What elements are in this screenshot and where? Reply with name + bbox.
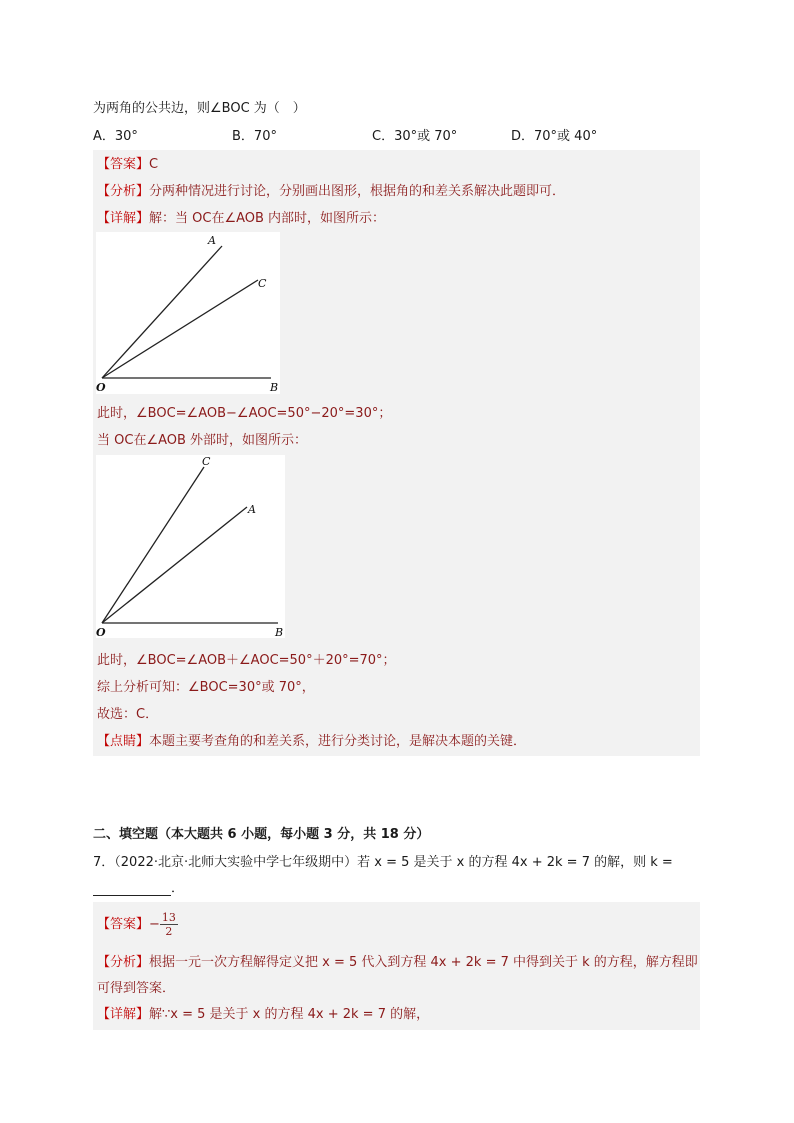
question-7 [93, 851, 673, 870]
fraction-denominator: 2 [165, 925, 173, 938]
answer-blank[interactable] [93, 882, 171, 896]
comment-text: 本题主要考查角的和差关系，进行分类讨论，是解决本题的关键． [149, 734, 527, 749]
label-a: A [248, 503, 256, 516]
label-c: C [202, 455, 211, 468]
answer-panel-q6 [93, 150, 700, 756]
case-2-text: 当 OC在∠AOB 外部时，如图所示： [97, 433, 308, 448]
option-d: D．70°或 40° [511, 129, 598, 144]
question-7-stem: 若 x = 5 是关于 x 的方程 4x + 2k = 7 的解，则 k = [357, 855, 673, 870]
ray-oc [102, 280, 258, 378]
calc-1: 此时，∠BOC=∠AOB−∠AOC=50°−20°=30°； [97, 406, 392, 421]
option-c: C．30°或 70° [372, 129, 458, 144]
answer-tag: 【答案】 [97, 917, 150, 932]
section-2-title: 二、填空题（本大题共 6 小题，每小题 3 分，共 18 分） [93, 827, 430, 842]
answer-fraction [160, 911, 178, 938]
calc-2: 此时，∠BOC=∠AOB＋∠AOC=50°＋20°=70°； [97, 653, 396, 668]
summary: 综上分析可知：∠BOC=30°或 70°， [97, 680, 315, 695]
label-a: A [208, 234, 216, 247]
choose-line: 故选：C． [97, 707, 159, 722]
detail-text: 解：当 OC在∠AOB 内部时，如图所示： [149, 211, 386, 226]
answer-line [97, 911, 178, 938]
ray-oa [102, 246, 222, 378]
detail-text: 解∵x = 5 是关于 x 的方程 4x + 2k = 7 的解， [149, 1007, 430, 1022]
question-6-stem: 为两角的公共边，则∠BOC 为（ ） [93, 101, 306, 116]
analysis-tag: 【分析】 [97, 184, 150, 199]
figure-oc-inside [96, 232, 280, 394]
detail-line [97, 1003, 429, 1022]
ray-oa [102, 507, 247, 623]
question-7-number: 7． [93, 855, 115, 870]
figure-oc-outside [96, 455, 285, 638]
comment-line [97, 730, 526, 749]
answer-tag: 【答案】 [97, 157, 150, 172]
label-c: C [258, 277, 267, 290]
figure-1-svg [96, 232, 280, 394]
question-7-blank-line [93, 877, 184, 896]
analysis-text-1: 根据一元一次方程解得定义把 x = 5 代入到方程 4x + 2k = 7 中得到关于 k 的方程，解方程即 [149, 955, 698, 970]
detail-tag: 【详解】 [97, 1007, 150, 1022]
comment-tag: 【点睛】 [97, 734, 150, 749]
label-o: O [96, 381, 106, 394]
detail-line [97, 207, 385, 226]
analysis-line-2: 可得到答案． [97, 981, 176, 996]
question-7-source: （2022·北京·北师大实验中学七年级期中） [114, 855, 358, 870]
detail-tag: 【详解】 [97, 211, 150, 226]
label-o: O [96, 626, 106, 638]
answer-panel-q7 [93, 902, 700, 1030]
analysis-text: 分两种情况进行讨论，分别画出图形，根据角的和差关系解决此题即可． [149, 184, 566, 199]
analysis-tag: 【分析】 [97, 955, 150, 970]
label-b: B [275, 626, 284, 638]
analysis-line-1 [97, 951, 698, 970]
ray-oc [102, 467, 204, 623]
option-b: B．70° [232, 129, 277, 144]
figure-2-svg [96, 455, 285, 638]
answer-line [97, 153, 158, 172]
option-a: A．30° [93, 129, 138, 144]
question-7-end: ． [171, 881, 185, 896]
answer-value: C [149, 157, 159, 172]
fraction-numerator: 13 [161, 911, 176, 924]
analysis-line [97, 180, 565, 199]
label-b: B [270, 381, 279, 394]
answer-sign: − [149, 917, 160, 932]
